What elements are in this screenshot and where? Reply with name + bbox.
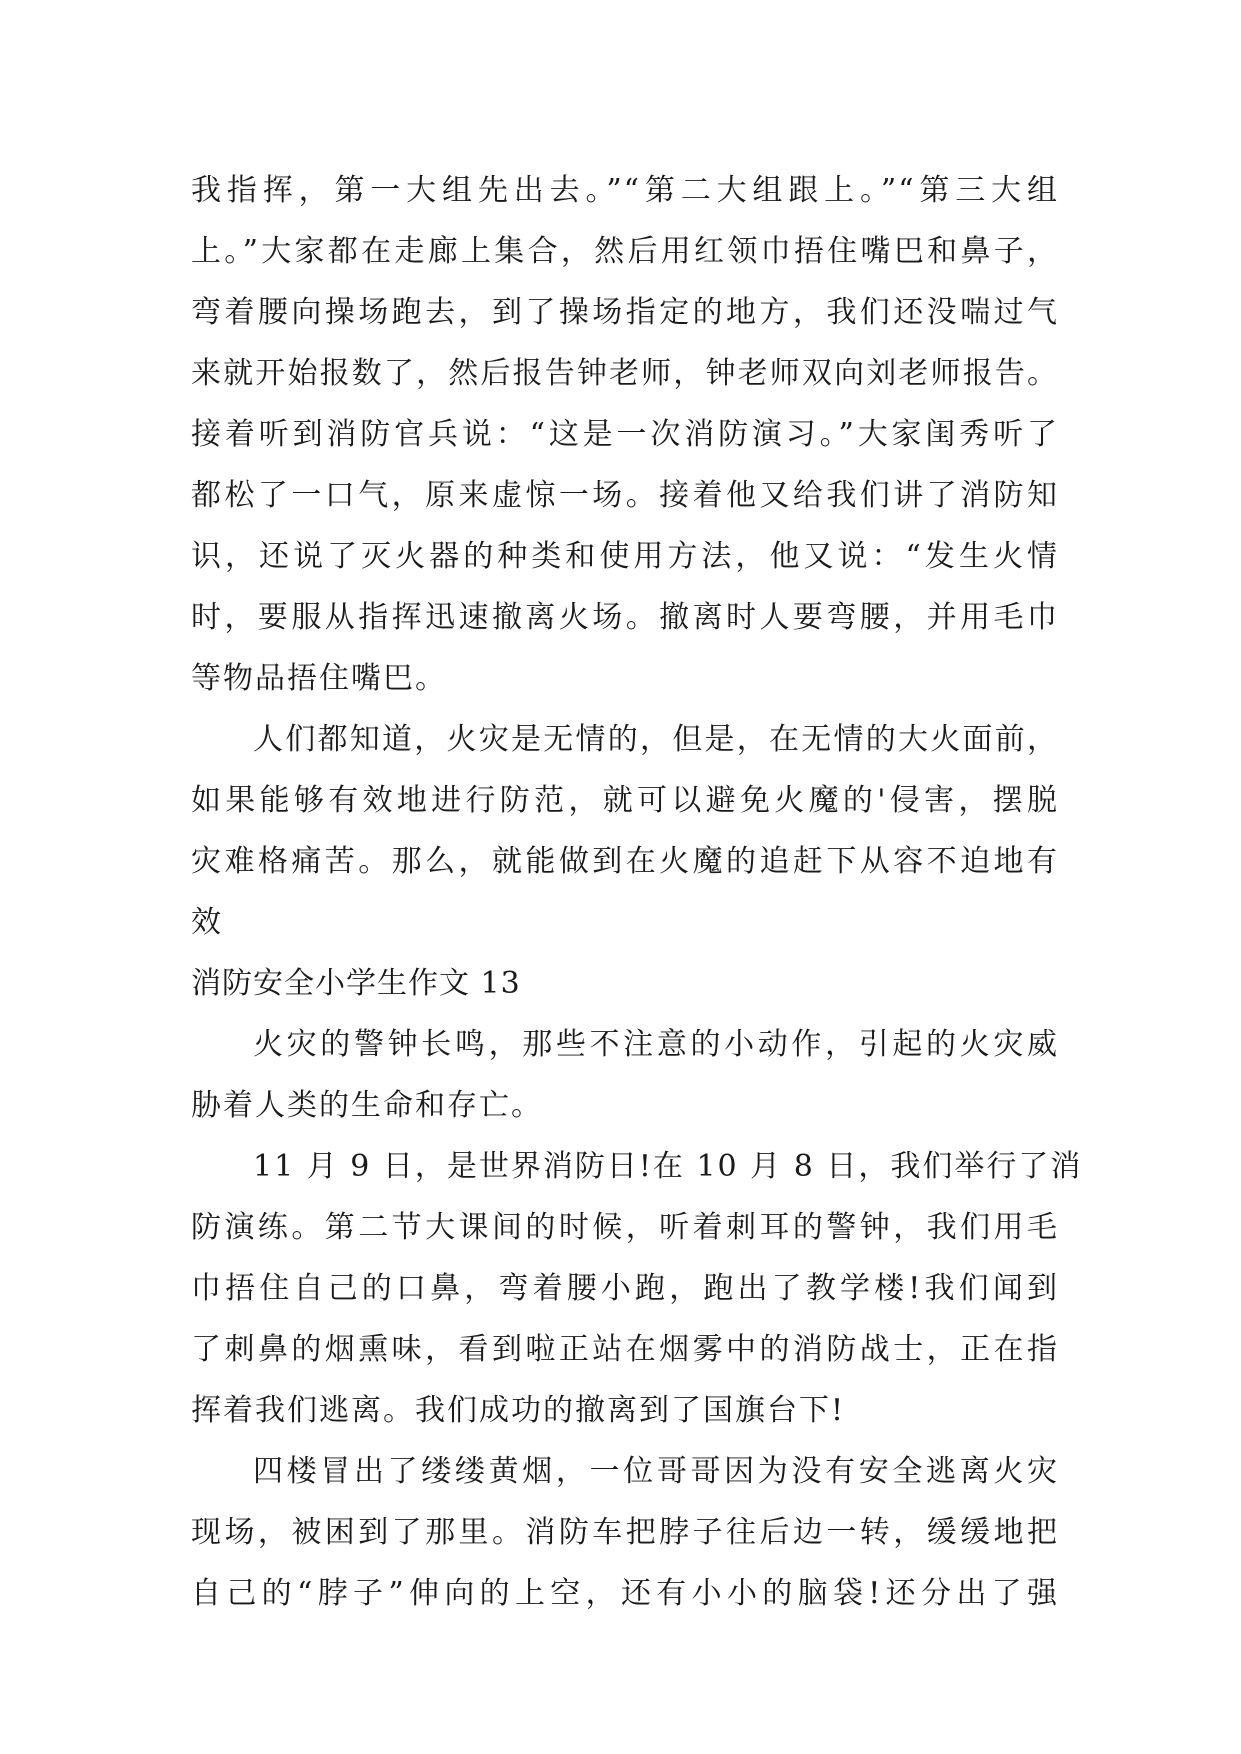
- text-line: 来就开始报数了，然后报告钟老师，钟老师双向刘老师报告。: [191, 356, 1059, 391]
- text-line: 如果能够有效地进行防范，就可以避免火魔的'侵害，摆脱: [191, 783, 1059, 818]
- section-heading: 消防安全小学生作文 13: [191, 966, 521, 1001]
- text-line: 11 月 9 日，是世界消防日!在 10 月 8 日，我们举行了消: [253, 1149, 1083, 1184]
- text-line: 等物品捂住嘴巴。: [191, 661, 447, 696]
- text-line: 都松了一口气，原来虚惊一场。接着他又给我们讲了消防知: [191, 478, 1059, 513]
- text-line: 我指挥，第一大组先出去。”“第二大组跟上。”“第三大组: [191, 173, 1059, 208]
- text-line: 胁着人类的生命和存亡。: [191, 1088, 543, 1123]
- text-line: 巾捂住自己的口鼻，弯着腰小跑，跑出了教学楼!我们闻到: [191, 1271, 1059, 1306]
- text-line: 现场，被困到了那里。消防车把脖子往后边一转，缓缓地把: [191, 1515, 1059, 1550]
- text-line: 四楼冒出了缕缕黄烟，一位哥哥因为没有安全逃离火灾: [253, 1454, 1059, 1489]
- text-line: 弯着腰向操场跑去，到了操场指定的地方，我们还没喘过气: [191, 295, 1059, 330]
- text-line: 了刺鼻的烟熏味，看到啦正站在烟雾中的消防战士，正在指: [191, 1332, 1059, 1367]
- text-line: 挥着我们逃离。我们成功的撤离到了国旗台下!: [191, 1393, 846, 1428]
- text-line: 效: [191, 905, 223, 940]
- text-line: 火灾的警钟长鸣，那些不注意的小动作，引起的火灾威: [253, 1027, 1059, 1062]
- text-line: 接着听到消防官兵说：“这是一次消防演习。”大家闺秀听了: [191, 417, 1059, 452]
- text-line: 灾难格痛苦。那么，就能做到在火魔的追赶下从容不迫地有: [191, 844, 1059, 879]
- text-line: 防演练。第二节大课间的时候，听着刺耳的警钟，我们用毛: [191, 1210, 1059, 1245]
- text-line: 识，还说了灭火器的种类和使用方法，他又说：“发生火情: [191, 539, 1059, 574]
- document-body: [191, 160, 1083, 1624]
- text-line: 上。”大家都在走廊上集合，然后用红领巾捂住嘴巴和鼻子，: [191, 234, 1059, 269]
- text-line: 自己的“脖子”伸向的上空，还有小小的脑袋!还分出了强: [191, 1576, 1059, 1611]
- text-line: 时，要服从指挥迅速撤离火场。撤离时人要弯腰，并用毛巾: [191, 600, 1059, 635]
- text-line: 人们都知道，火灾是无情的，但是，在无情的大火面前，: [253, 722, 1059, 757]
